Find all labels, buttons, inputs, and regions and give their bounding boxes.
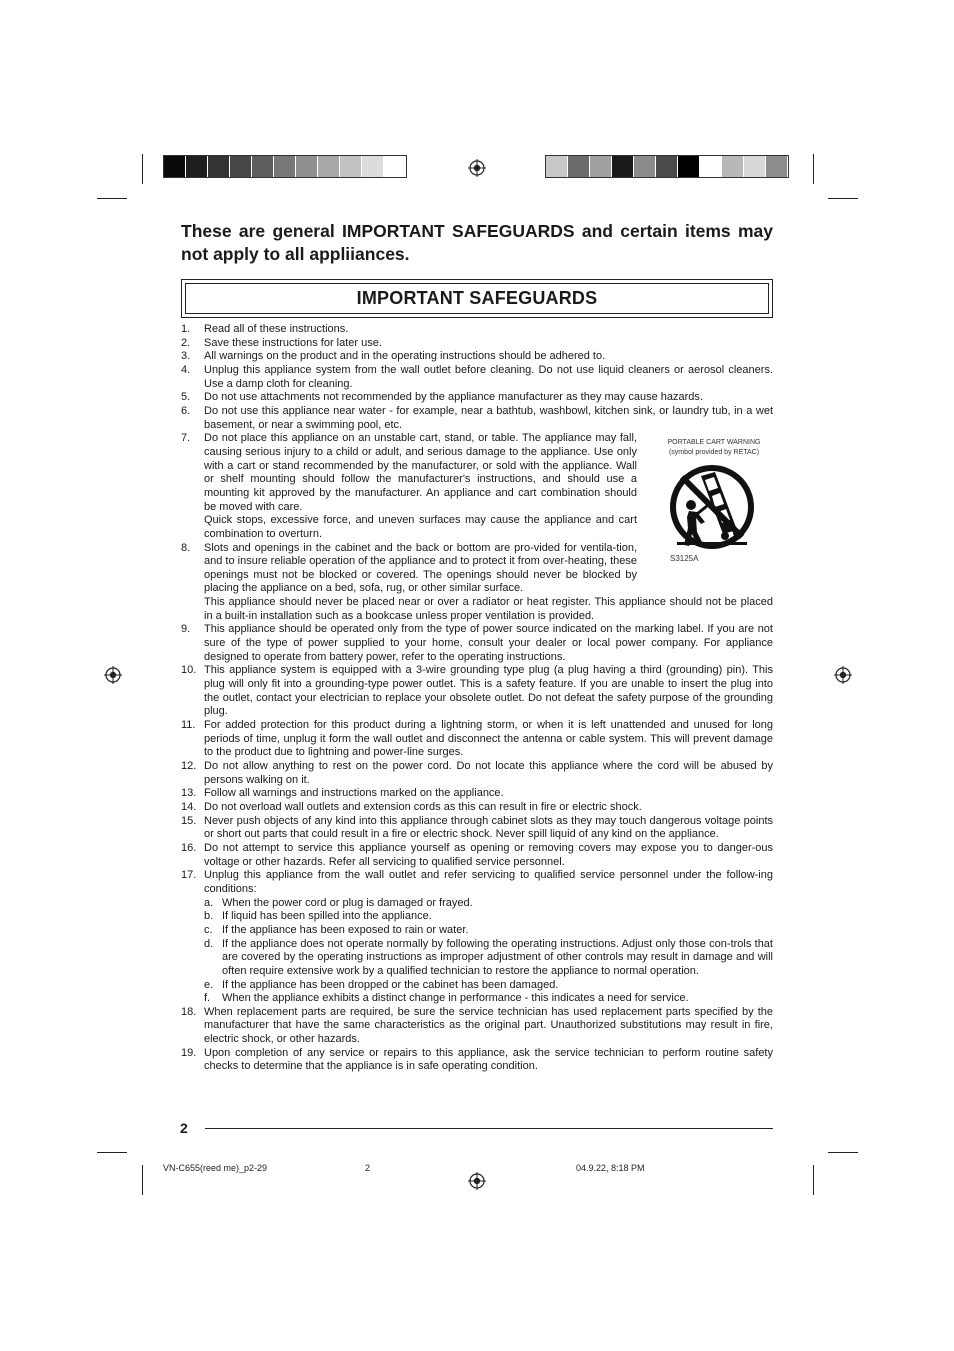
registration-target-icon: [104, 666, 122, 684]
condition-item: [204, 924, 773, 938]
calibration-swatch: [164, 156, 186, 177]
calibration-swatch: [230, 156, 252, 177]
list-item: [181, 664, 773, 719]
list-item: [181, 323, 773, 337]
list-item: [181, 815, 773, 842]
crop-mark: [828, 198, 858, 199]
crop-mark: [142, 1165, 143, 1195]
crop-mark: [813, 1165, 814, 1195]
item-text: Do not use attachments not recommended by the appliance manufacturer as they may cause hazards.: [204, 391, 703, 404]
item-number: 6.: [181, 404, 191, 417]
list-item: [181, 337, 773, 351]
list-item: [181, 801, 773, 815]
condition-item: [204, 992, 773, 1006]
item-text: When replacement parts are required, be sure the service technician has used replacement parts specified by the manufacturer that have the same characteristics as the original part. Unauthorized substitutions may result in fire, electric shock, or other hazards.: [204, 1005, 773, 1046]
condition-text: If the appliance does not operate normally by following the operating instructions. Adjust only those con-trols that are covered by the operating instructions as improper adjustment of other controls may result in damage and will often require extensive work by a qualified technician to restore the appliance to normal operation.: [222, 937, 773, 977]
list-item: [181, 350, 773, 364]
crop-mark: [828, 1152, 858, 1153]
list-item: [181, 391, 773, 405]
calibration-swatch: [656, 156, 678, 177]
item-text: This appliance system is equipped with a 3-wire grounding type plug (a plug having a third (grounding) pin). This plug will only fit into a grounding-type power outlet. This is a safety feature. If you are unable to insert the plug into the outlet, contact your electrician to replace your obsolete outlet. Do not defeat the safety purpose of the grounding plug.: [204, 664, 773, 718]
calibration-swatch: [296, 156, 318, 177]
condition-text: When the power cord or plug is damaged or frayed.: [222, 896, 473, 909]
page-number: 2: [180, 1120, 188, 1136]
item-number: 19.: [181, 1046, 197, 1059]
item-text-extra: This appliance should never be placed near or over a radiator or heat register. This appliance should not be placed in a built-in installation such as a bookcase unless proper ventilation is provided.: [204, 596, 773, 622]
tip-over-cart-icon: [667, 462, 757, 552]
calibration-swatch: [186, 156, 208, 177]
safeguards-list: [181, 323, 773, 1074]
item-number: 18.: [181, 1005, 197, 1018]
condition-letter: d.: [204, 937, 214, 950]
item-text: Do not overload wall outlets and extension cords as this can result in fire or electric shock.: [204, 800, 642, 813]
page-headline: These are general IMPORTANT SAFEGUARDS and certain items may not apply to all appliiances.: [181, 221, 773, 264]
cart-warning-credit: (symbol provided by RETAC): [668, 449, 760, 456]
item-text: Slots and openings in the cabinet and the back or bottom are pro-vided for ventila-tion, and to insure reliable operation of the appliance and to protect it from over-heating, these openings must not be blocked or covered. The openings should never be blocked by placing the appliance on a bed, sofa, rug, or other similar surface.: [204, 541, 637, 595]
cart-warning-title: PORTABLE CART WARNING: [667, 439, 761, 446]
item-number: 9.: [181, 623, 191, 636]
item-number: 11.: [181, 719, 196, 732]
item-text-extra: Quick stops, excessive force, and uneven surfaces may cause the appliance and cart combination to overturn.: [204, 514, 637, 540]
item-number: 13.: [181, 787, 197, 800]
condition-item: [204, 938, 773, 979]
crop-mark: [142, 154, 143, 184]
cart-warning-caption: [664, 437, 764, 457]
item-number: 8.: [181, 541, 191, 554]
condition-letter: c.: [204, 923, 213, 936]
registration-target-icon: [834, 666, 852, 684]
item-number: 1.: [181, 323, 191, 335]
item-number: 17.: [181, 869, 197, 882]
item-number: 7.: [181, 432, 191, 445]
item-number: 12.: [181, 760, 197, 772]
calibration-swatch: [340, 156, 362, 177]
condition-item: [204, 979, 773, 993]
list-item: [181, 787, 773, 801]
calibration-swatch: [318, 156, 340, 177]
slug-file-name: VN-C655(reed me)_p2-29: [163, 1163, 268, 1173]
section-title: IMPORTANT SAFEGUARDS: [356, 288, 598, 308]
item-text: Unplug this appliance system from the wall outlet before cleaning. Do not use liquid cleaners or aerosol cleaners. Use a damp cloth for cleaning.: [204, 363, 773, 390]
item-text: Do not attempt to service this appliance yourself as opening or removing covers may expose you to danger-ous voltage or other hazards. Refer all servicing to qualified service personnel.: [204, 841, 773, 868]
calibration-swatch: [722, 156, 744, 177]
item-text: For added protection for this product during a lightning storm, or when it is left unattended and unused for long periods of time, unplug it form the wall outlet and disconnect the antenna or cable system. This will prevent damage to the product due to lightning and power-line surges.: [204, 719, 773, 759]
condition-text: If the appliance has been exposed to rain or water.: [222, 923, 469, 936]
crop-mark: [813, 154, 814, 184]
item-text: Never push objects of any kind into this appliance through cabinet slots as they may touch dangerous voltage points or short out parts that could result in a fire or electric shock. Never spill liquid of any kind on the appliance.: [204, 814, 773, 841]
grayscale-calibration-bar: [163, 155, 407, 178]
calibration-swatch: [678, 156, 700, 177]
condition-text: When the appliance exhibits a distinct change in performance - this indicates a need for service.: [222, 992, 689, 1005]
calibration-swatch: [208, 156, 230, 177]
condition-letter: a.: [204, 896, 214, 909]
calibration-swatch: [274, 156, 296, 177]
list-item: [181, 364, 773, 391]
list-item: [181, 1006, 773, 1047]
item-number: 4.: [181, 363, 191, 376]
calibration-swatch: [362, 156, 384, 177]
item-text: Upon completion of any service or repairs to this appliance, ask the service technician to perform routine safety checks to determine that the appliance is in safe operating condition.: [204, 1046, 773, 1073]
list-item: [181, 842, 773, 869]
condition-letter: b.: [204, 910, 214, 923]
item-text: Read all of these instructions.: [204, 323, 349, 335]
calibration-swatch: [744, 156, 766, 177]
item-text: Do not allow anything to rest on the power cord. Do not locate this appliance where the cord will be abused by persons walking on it.: [204, 760, 773, 786]
list-item: [181, 760, 773, 787]
calibration-swatch: [252, 156, 274, 177]
condition-letter: f.: [204, 992, 211, 1005]
calibration-swatch: [766, 156, 788, 177]
condition-text: If liquid has been spilled into the appliance.: [222, 910, 432, 923]
item-number: 5.: [181, 391, 191, 404]
item-text: Follow all warnings and instructions marked on the appliance.: [204, 787, 504, 800]
section-title-frame: [185, 283, 769, 314]
calibration-swatch: [590, 156, 612, 177]
item-text: All warnings on the product and in the operating instructions should be adhered to.: [204, 350, 606, 363]
section-title-box: [181, 279, 773, 318]
registration-target-icon: [468, 1172, 486, 1190]
condition-letter: e.: [204, 978, 214, 991]
item-number: 2.: [181, 336, 191, 349]
list-item: [181, 1047, 773, 1074]
condition-item: [204, 910, 773, 924]
list-item: [181, 623, 773, 664]
calibration-swatch: [568, 156, 590, 177]
item-number: 10.: [181, 664, 197, 677]
item-text: This appliance should be operated only from the type of power source indicated on the marking label. If you are not sure of the type of power supplied to your home, consult your dealer or local power company. For appliance designed to operate from battery power, refer to the operating instructions.: [204, 623, 773, 663]
footer-divider: [205, 1128, 773, 1129]
list-item: [181, 405, 773, 432]
item-text: Do not use this appliance near water - for example, near a bathtub, washbowl, kitchen sink, or laundry tub, in a wet basement, or near a swimming pool, etc.: [204, 404, 773, 431]
list-item: [181, 719, 773, 760]
item-text: Do not place this appliance on an unstable cart, stand, or table. The appliance may fall, causing serious injury to a child or adult, and serious damage to the appliance. Use only with a cart or stand recommended by the manufacturer, or sold with the appliance. Wall or shelf mounting should follow the manufacturer's instructions, and should use a mounting kit approved by the manufacturer. An appliance and cart combination should be moved with care.: [204, 432, 637, 513]
registration-target-icon: [468, 159, 486, 177]
cart-symbol-code: S3125A: [670, 554, 699, 563]
color-calibration-bar: [545, 155, 789, 178]
calibration-swatch: [634, 156, 656, 177]
crop-mark: [97, 198, 127, 199]
item-number: 15.: [181, 814, 197, 827]
item-number: 16.: [181, 841, 197, 854]
item-number: 3.: [181, 350, 191, 363]
calibration-swatch: [384, 156, 406, 177]
slug-timestamp: 04.9.22, 8:18 PM: [576, 1163, 645, 1173]
slug-page-number: 2: [365, 1163, 371, 1173]
calibration-swatch: [700, 156, 722, 177]
calibration-swatch: [612, 156, 634, 177]
condition-item: [204, 897, 773, 911]
calibration-swatch: [546, 156, 568, 177]
item-text: Save these instructions for later use.: [204, 336, 382, 349]
list-item: [181, 869, 773, 1006]
item-number: 14.: [181, 800, 197, 813]
item-text: Unplug this appliance from the wall outlet and refer servicing to qualified service personnel under the follow-ing conditions:: [204, 869, 773, 895]
crop-mark: [97, 1152, 127, 1153]
condition-text: If the appliance has been dropped or the cabinet has been damaged.: [222, 978, 559, 991]
